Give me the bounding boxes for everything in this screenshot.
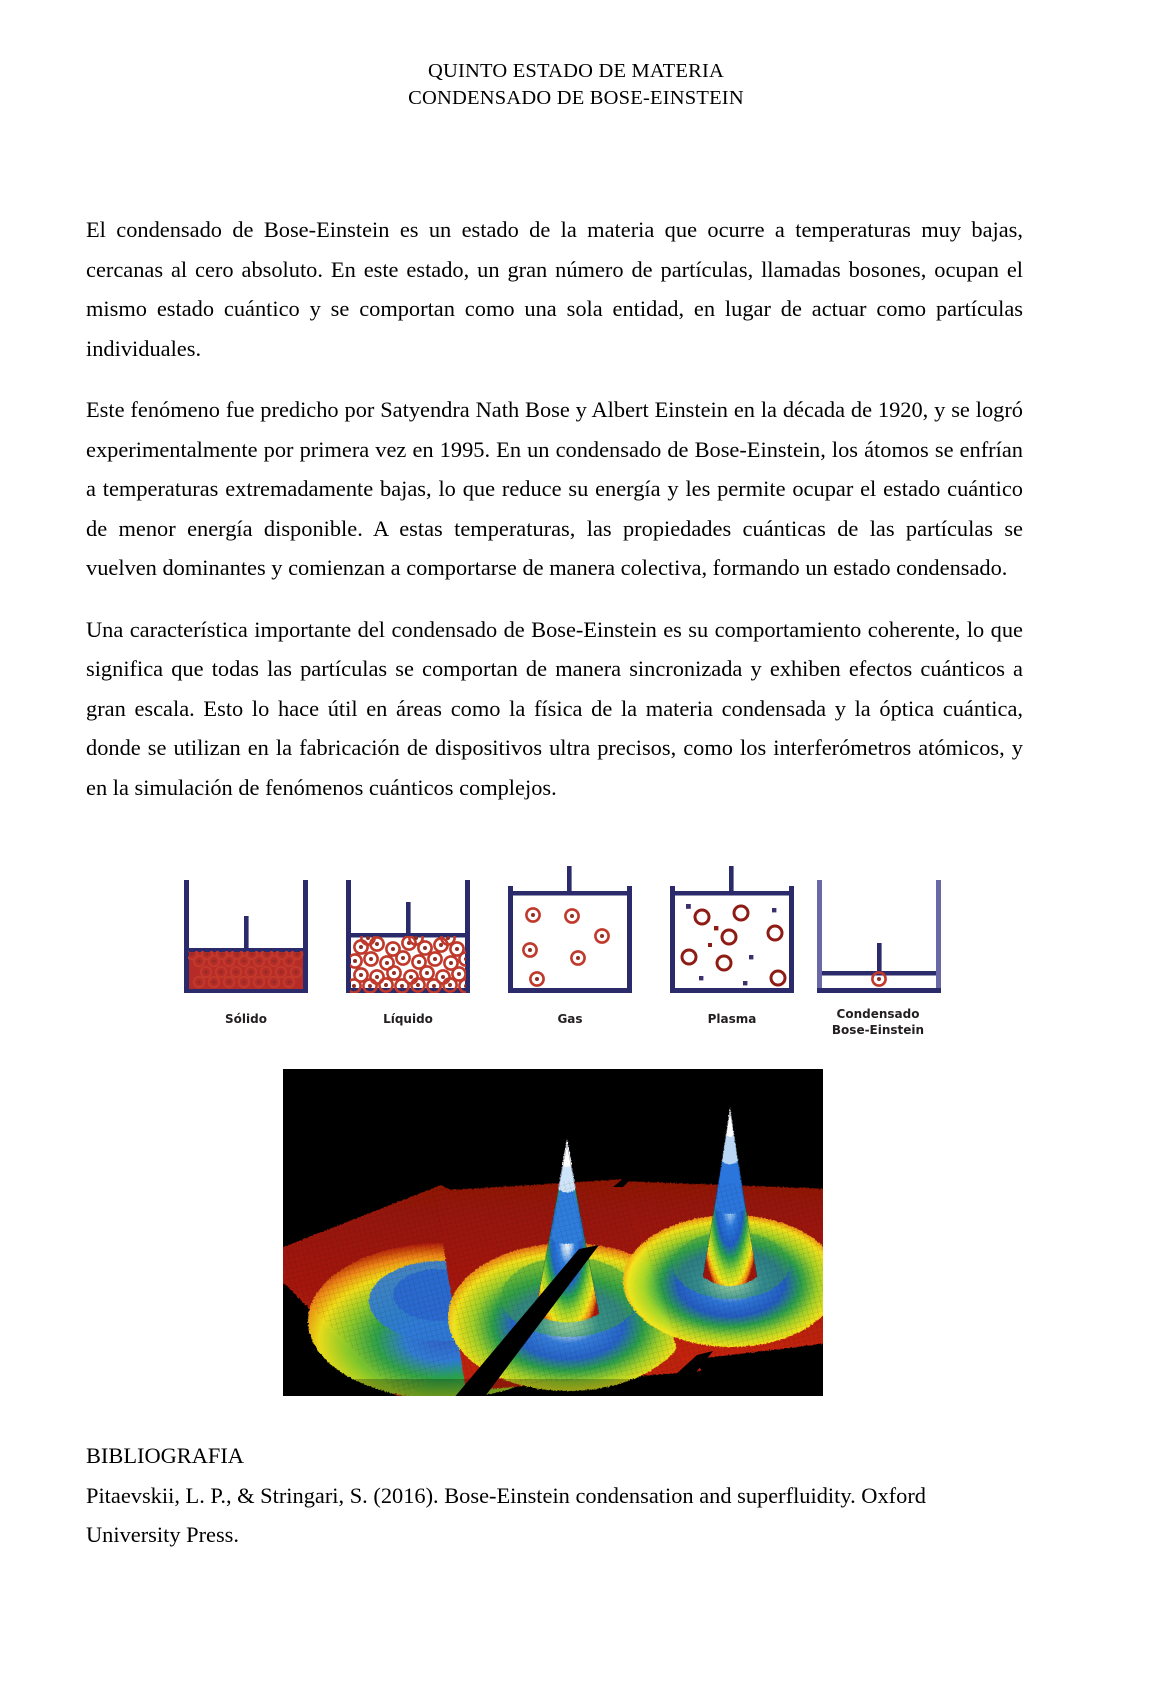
- state-label-bec-line2: Bose-Einstein: [831, 1023, 925, 1037]
- bec-velocity-distribution-figure: [283, 1069, 823, 1396]
- state-labels: [225, 1007, 924, 1037]
- state-bec-beaker: [817, 880, 941, 993]
- bibliography-reference: Pitaevskii, L. P., & Stringari, S. (2016). Bose-Einstein condensation and superfluidity. Oxford University Press.: [86, 1482, 926, 1547]
- bibliography-heading: BIBLIOGRAFIA: [86, 1443, 244, 1468]
- document-page: [0, 58, 1152, 1685]
- body-text: [86, 210, 1023, 807]
- paragraph-2: Este fenómeno fue predicho por Satyendra Nath Bose y Albert Einstein en la década de 1920, y se logró experimentalmente por primera vez en 1995. En un condensado de Bose-Einstein, los átomos se enfrían a temperaturas extremadamente bajas, lo que reduce su energía y les permite ocupar el estado cuántico de menor energía disponible. A estas temperaturas, las propiedades cuánticas de las partículas se vuelven dominantes y comienzan a comportarse de manera colectiva, formando un estado condensado.: [86, 397, 1023, 580]
- bec-surface-svg: [283, 1069, 823, 1396]
- states-of-matter-figure: [178, 858, 958, 1043]
- state-liquid-beaker: [346, 880, 473, 993]
- state-label-solid: Sólido: [225, 1012, 267, 1026]
- liquid-particles: [347, 931, 472, 992]
- state-label-plasma: Plasma: [707, 1012, 757, 1026]
- title-line-1: QUINTO ESTADO DE MATERIA: [427, 60, 725, 82]
- state-plasma-beaker: [670, 866, 794, 993]
- paragraph-3: Una característica importante del condensado de Bose-Einstein es su comportamiento coherente, lo que significa que todas las partículas se comportan de manera sincronizada y exhiben efectos cuánticos a gran escala. Esto lo hace útil en áreas como la física de la materia condensada y la óptica cuántica, donde se utilizan en la fabricación de dispositivos ultra precisos, como los interferómetros atómicos, y en la simulación de fenómenos cuánticos complejos.: [86, 616, 1023, 800]
- page-title: [0, 58, 1152, 112]
- state-gas-beaker: [508, 866, 632, 993]
- states-diagram-svg: [178, 858, 958, 1043]
- bibliography-section: [86, 1436, 1023, 1555]
- paragraph-1: El condensado de Bose-Einstein es un estado de la materia que ocurre a temperaturas muy bajas, cercanas al cero absoluto. En este estado, un gran número de partículas, llamadas bosones, ocupan el mismo estado cuántico y se comportan como una sola entidad, en lugar de actuar como partículas individuales.: [86, 217, 1023, 361]
- state-solid-beaker: [184, 880, 308, 993]
- state-label-gas: Gas: [557, 1012, 583, 1026]
- gas-particles: [523, 908, 608, 985]
- plasma-particles: [682, 904, 785, 985]
- title-line-2: CONDENSADO DE BOSE-EINSTEIN: [408, 87, 744, 110]
- state-label-bec-line1: Condensado: [836, 1007, 920, 1021]
- state-label-liquid: Líquido: [383, 1012, 433, 1026]
